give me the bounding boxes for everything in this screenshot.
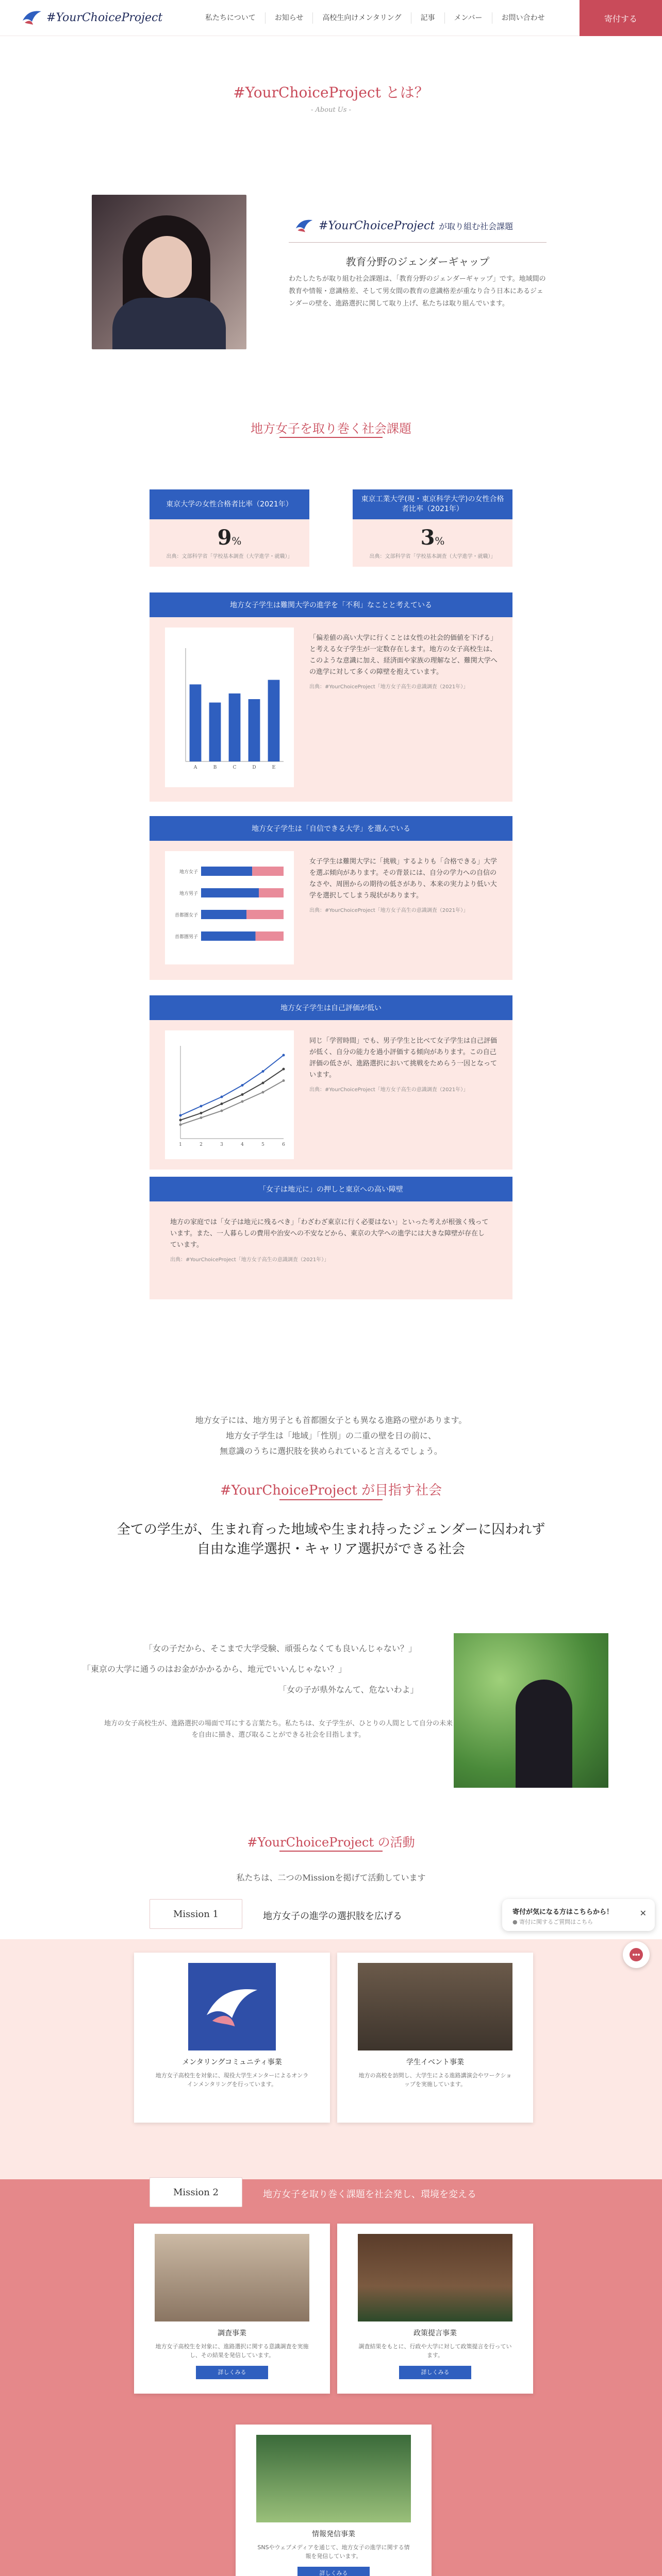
- data-point: [283, 1079, 285, 1082]
- card-events[interactable]: [337, 1953, 533, 2123]
- about-body: わたしたちが取り組む社会課題は、「教育分野のジェンダーギャップ」です。地域間の教育や情報・意識格差、そして男女間の教育の意識格差が重なり合う日本にあるジェンダーの壁を、進路選択に関して取り上げ、私たちは取り組んでいます。: [289, 275, 546, 308]
- issues-title: 地方女子を取り巻く社会課題: [251, 421, 411, 436]
- bird-logo-icon: [21, 7, 43, 28]
- issue-panel: [150, 617, 512, 802]
- about-logo: [294, 216, 513, 235]
- research-photo: [155, 2234, 309, 2321]
- data-point: [283, 1054, 285, 1057]
- divider: [279, 437, 383, 438]
- mission-2-text: 地方女子を取り巻く課題を社会発し、環境を変える: [263, 2189, 476, 2200]
- data-point: [241, 1084, 244, 1087]
- divider: [279, 1499, 383, 1500]
- about-subtitle: - About Us -: [311, 106, 351, 114]
- nav-members[interactable]: メンバー: [444, 12, 492, 24]
- bar-chart-svg: [165, 628, 294, 787]
- stat-value: 9%: [217, 526, 242, 550]
- panel-text: 同じ「学習時間」でも、男子学生と比べて女子学生は自己評価が低く、自分の能力を過小評価する傾向があります。この自己評価の低さが、進路選択において挑戦をためらう一因となっています。 出典：#YourChoiceProject「地方女子高生の意識調査（2021年）」: [309, 1036, 500, 1094]
- x-tick-label: 1: [179, 1142, 182, 1147]
- panel-source: 出典：#YourChoiceProject「地方女子高生の意識調査（2021年）」: [170, 1257, 329, 1263]
- nav-contact[interactable]: お問い合わせ: [492, 12, 554, 24]
- panel-head: 地方女子学生は「自信できる大学」を選んでいる: [150, 816, 512, 841]
- close-icon[interactable]: ✕: [639, 1908, 647, 1918]
- card-text: 調査結果をもとに、行政や大学に対して政策提言を行っています。: [358, 2343, 512, 2359]
- mission-2-label: Mission 2: [150, 2177, 242, 2207]
- issue-panel: [150, 1020, 512, 1170]
- vision-heading: 全ての学生が、生まれ育った地域や生まれ持ったジェンダーに囚われず 自由な進学選択・キャリア選択ができる社会: [117, 1522, 545, 1557]
- x-tick-label: E: [272, 765, 276, 770]
- logo-text: #YourChoiceProject: [46, 11, 163, 24]
- donate-button[interactable]: 寄付する: [580, 0, 662, 36]
- data-point: [200, 1116, 203, 1119]
- main-nav: [196, 0, 554, 36]
- chat-popup[interactable]: [502, 1899, 655, 1931]
- series-line: [180, 1069, 284, 1120]
- bar: [190, 684, 202, 761]
- bird-logo-icon: [201, 1978, 263, 2035]
- stat-note: 出典：文部科学省「学校基本調査（大学進学・就職）」: [369, 554, 496, 560]
- issue-panel: [150, 841, 512, 980]
- about-student-photo: [92, 195, 246, 349]
- data-point: [221, 1110, 223, 1112]
- about-heading: 教育分野のジェンダーギャップ: [345, 256, 490, 268]
- stat-card-titech: [353, 489, 512, 567]
- chat-bubble-icon: [628, 1947, 644, 1962]
- stat-value: 3%: [420, 526, 445, 550]
- card-mentoring[interactable]: [134, 1953, 330, 2123]
- vision-body: 地方の女子高校生が、進路選択の場面で耳にする言葉たち。私たちは、女子学生が、ひとりの人間として自分の未来を自由に描き、選び取ることができる社会を目指します。: [104, 1720, 453, 1739]
- chat-subtitle: ● 寄付に関するご質問はこちら: [512, 1919, 593, 1925]
- stat-head: 東京大学の女性合格者比率（2021年）: [150, 489, 309, 519]
- about-logo-text: #YourChoiceProject: [319, 219, 435, 232]
- bird-logo-icon: [294, 216, 315, 235]
- x-tick-label: 4: [241, 1142, 244, 1147]
- data-point: [262, 1070, 264, 1073]
- card-research[interactable]: [134, 2224, 330, 2394]
- activities-subtitle: 私たちは、二つのMissionを掲げて活動しています: [236, 1873, 426, 1883]
- panel-text: 女子学生は難関大学に「挑戦」するよりも「合格できる」大学を選ぶ傾向があります。その背景には、自分の学力への自信のなさや、周囲からの期待の低さがあり、本来の実力より低い大学を選択してしまう現状があります。 出典：#YourChoiceProject「地方女子高生の意識調査（2021年）」: [309, 856, 500, 914]
- divider: [289, 242, 547, 243]
- x-tick-label: B: [213, 765, 217, 770]
- media-more-button[interactable]: 詳しくみる: [297, 2567, 370, 2576]
- about-title: #YourChoiceProject とは？: [233, 84, 429, 101]
- nav-articles[interactable]: 記事: [411, 12, 444, 24]
- issues-summary: 地方女子には、地方男子とも首都圏女子とも異なる進路の壁があります。 地方女子学生は「地域」「性別」の二重の壁を日の前に、 無意識のうちに選択肢を狭められていると言えるでしょう。: [195, 1415, 467, 1456]
- x-tick-label: 6: [282, 1142, 285, 1147]
- y-tick-label: 首都圏女子: [174, 913, 198, 918]
- activities-title: #YourChoiceProject の活動: [247, 1835, 415, 1850]
- divider: [279, 1851, 383, 1852]
- nav-news[interactable]: お知らせ: [265, 12, 313, 24]
- research-more-button[interactable]: 詳しくみる: [196, 2366, 268, 2379]
- event-photo: [358, 1963, 512, 2050]
- vision-title: #YourChoiceProject が目指す社会: [220, 1483, 442, 1498]
- media-photo: [256, 2435, 411, 2522]
- y-tick-label: 地方男子: [179, 891, 198, 896]
- policy-photo: [358, 2234, 512, 2321]
- card-title: 調査事業: [218, 2329, 246, 2337]
- mission-1-text: 地方女子の進学の選択肢を広げる: [263, 1911, 402, 1922]
- card-title: 政策提言事業: [413, 2329, 457, 2337]
- line-chart: [165, 1030, 294, 1159]
- card-title: 情報発信事業: [312, 2530, 355, 2538]
- line-chart-svg: [165, 1030, 294, 1159]
- panel-text: 「偏差値の高い大学に行くことは女性の社会的価値を下げる」と考える女子学生が一定数存在します。地方の女子高校生は、このような意識に加え、経済面や家族の理解など、難関大学への進学に対して多くの障壁を抱えています。 出典：#YourChoiceProject「地方女子高生の意識調査（2021年）」: [309, 633, 500, 691]
- stacked-bar-segment: [201, 888, 259, 897]
- issue-panel: [150, 1201, 512, 1299]
- bar: [229, 693, 241, 761]
- data-point: [221, 1103, 223, 1105]
- stacked-bar-segment: [201, 867, 252, 876]
- chat-title: 寄付が気になる方はこちらから！: [512, 1908, 614, 1916]
- mission-1-label: Mission 1: [150, 1899, 242, 1929]
- data-point: [262, 1091, 264, 1094]
- stat-note: 出典：文部科学省「学校基本調査（大学進学・就職）」: [166, 554, 293, 560]
- stat-head: 東京工業大学(現・東京科学大学)の女性合格者比率（2021年）: [353, 489, 512, 519]
- card-text: 地方の高校を訪問し、大学生による進路講演会やワークショップを実施しています。: [358, 2072, 512, 2088]
- stacked-bar-segment: [252, 867, 284, 876]
- card-title: 学生イベント事業: [406, 2058, 464, 2066]
- stacked-bar-segment: [246, 910, 284, 919]
- card-media[interactable]: [236, 2425, 432, 2576]
- data-point: [241, 1093, 244, 1096]
- stacked-bar-segment: [201, 910, 246, 919]
- stacked-bar-segment: [259, 888, 284, 897]
- about-logo-suffix: が取り組む社会課題: [439, 221, 514, 231]
- chat-launcher-button[interactable]: [623, 1941, 650, 1968]
- panel-head: 地方女子学生は難関大学の進学を「不利」なことと考えている: [150, 592, 512, 617]
- policy-more-button[interactable]: 詳しくみる: [399, 2366, 471, 2379]
- data-point: [241, 1100, 244, 1103]
- bar: [209, 703, 221, 761]
- x-tick-label: 5: [261, 1142, 264, 1147]
- data-point: [200, 1105, 203, 1108]
- site-header: [0, 0, 662, 36]
- x-tick-label: 2: [200, 1142, 203, 1147]
- panel-head: 地方女子学生は自己評価が低い: [150, 995, 512, 1020]
- x-tick-label: D: [252, 765, 256, 770]
- bar: [268, 680, 280, 761]
- data-point: [200, 1112, 203, 1114]
- card-policy[interactable]: [337, 2224, 533, 2394]
- nav-mentoring[interactable]: 高校生向けメンタリング: [312, 12, 410, 24]
- card-text: SNSやウェブメディアを通じて、地方女子の進学に関する情報を発信しています。: [257, 2544, 410, 2560]
- data-point: [179, 1124, 182, 1126]
- stat-card-todai: [150, 489, 309, 567]
- data-point: [179, 1114, 182, 1117]
- series-line: [180, 1081, 284, 1125]
- x-tick-label: 3: [220, 1142, 223, 1147]
- mentoring-logo: [188, 1963, 276, 2050]
- nav-about[interactable]: 私たちについて: [205, 14, 256, 22]
- x-tick-label: A: [193, 765, 197, 770]
- stacked-bar-chart: [165, 851, 294, 964]
- data-point: [221, 1096, 223, 1098]
- card-text: 地方女子高校生を対象に、現役大学生メンターによるオンラインメンタリングを行っています。: [155, 2072, 309, 2088]
- bar-chart: [165, 628, 294, 787]
- panel-source: 出典：#YourChoiceProject「地方女子高生の意識調査（2021年）」: [309, 908, 469, 913]
- bar: [249, 699, 260, 761]
- vision-photo: [454, 1633, 608, 1788]
- y-tick-label: 地方女子: [179, 870, 198, 875]
- card-text: 地方女子高校生を対象に、進路選択に関する意識調査を実施し、その結果を発信しています。: [155, 2343, 309, 2359]
- panel-source: 出典：#YourChoiceProject「地方女子高生の意識調査（2021年）」: [309, 1087, 469, 1093]
- y-tick-label: 首都圏男子: [174, 935, 198, 940]
- data-point: [283, 1068, 285, 1071]
- card-title: メンタリングコミュニティ事業: [182, 2058, 282, 2066]
- data-point: [262, 1082, 264, 1084]
- stacked-bar-segment: [201, 931, 256, 941]
- vision-quotes: 「女の子だから、そこまで大学受験、頑張らなくても良いんじゃない？」 「東京の大学に通うのはお金がかかるから、地元でいいんじゃない？」 「女の子が県外なんて、危ないわよ」: [82, 1643, 419, 1694]
- stacked-bar-chart-svg: [165, 851, 294, 964]
- data-point: [179, 1119, 182, 1122]
- stacked-bar-segment: [256, 931, 284, 941]
- panel-head: 「女子は地元に」の押しと東京への高い障壁: [150, 1177, 512, 1201]
- panel-source: 出典：#YourChoiceProject「地方女子高生の意識調査（2021年）」: [309, 684, 469, 690]
- panel-text: 地方の家庭では「女子は地元に残るべき」「わざわざ東京に行く必要はない」といった考えが根強く残っています。また、一人暮らしの費用や治安への不安などから、東京の大学への進学には大きな障壁が存在しています。 出典：#YourChoiceProject「地方女子高生の意識調査（2021年）」: [170, 1217, 490, 1264]
- x-tick-label: C: [233, 765, 237, 770]
- site-logo[interactable]: [21, 7, 162, 28]
